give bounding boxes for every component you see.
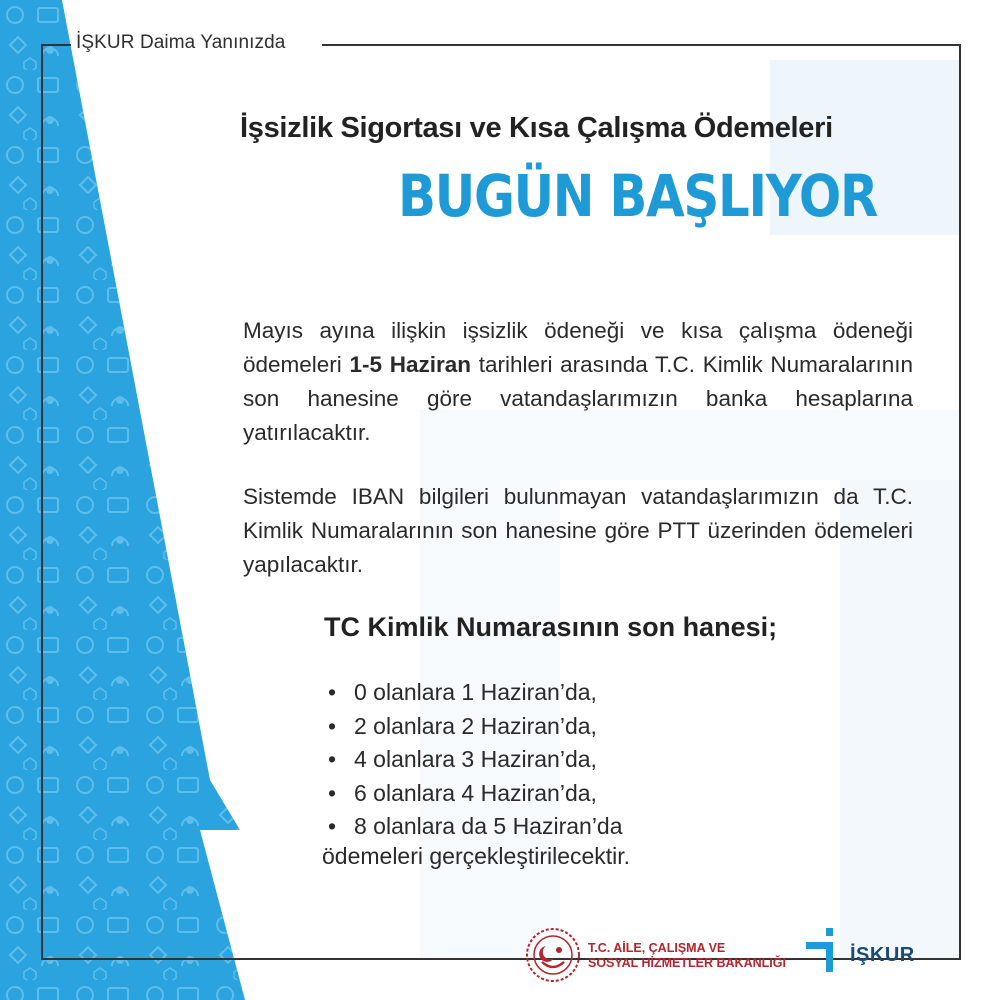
frame-top-line [322, 44, 961, 46]
paragraph1-date-range: 1-5 Haziran [349, 352, 471, 377]
ministry-logo [524, 926, 582, 989]
schedule-title: TC Kimlik Numarasının son hanesi; [324, 612, 778, 642]
headline: BUGÜN BAŞLIYOR [398, 162, 878, 230]
schedule-list [322, 676, 623, 844]
closing-text: ödemeleri gerçekleştirilecektir. [322, 843, 631, 869]
list-item [322, 810, 623, 844]
list-item [322, 710, 623, 744]
schedule-item-text: 0 olanlara 1 Haziran’da, [354, 679, 597, 705]
ministry-name-line1: T.C. AİLE, ÇALIŞMA VE [588, 941, 726, 955]
page-title: İşsizlik Sigortası ve Kısa Çalışma Ödemeleri [240, 112, 833, 144]
ministry-name-line2: SOSYAL HİZMETLER BAKANLIĞI [588, 956, 786, 970]
schedule-item-text: 8 olanlara da 5 Haziran’da [354, 813, 623, 839]
paragraph1-text-end: tarihleri arasında T.C. Kimlik Numaralarının son hanesine göre vatandaşlarımızın banka hesaplarına yatırılacaktır. [243, 352, 913, 445]
list-item [322, 676, 623, 710]
bullet: • [328, 779, 337, 806]
schedule-item-text: 6 olanlara 4 Haziran’da, [354, 779, 597, 806]
ministry-name [588, 941, 786, 971]
frame-top-left-line [41, 44, 71, 46]
bullet: • [328, 746, 337, 772]
paragraph1-text-start: Mayıs ayına ilişkin işsizlik ödeneği ve kısa çalışma ödeneği ödemeleri [243, 318, 913, 377]
bullet: • [328, 813, 337, 839]
paragraph-ptt-payment: Sistemde IBAN bilgileri bulunmayan vatandaşlarımızın da T.C. Kimlik Numaralarının son hanesine göre PTT üzerinden ödemeleri yapılacaktır. [243, 484, 913, 577]
bullet: • [328, 712, 337, 739]
iskur-logo-text: İŞKUR [850, 944, 915, 966]
ministry-emblem-icon [524, 926, 582, 984]
paragraph-payment-dates [243, 314, 913, 450]
iskur-logo-icon [806, 928, 850, 972]
iskur-logo [806, 928, 850, 977]
bullet: • [328, 679, 337, 705]
tagline: İŞKUR Daima Yanınızda [76, 32, 286, 53]
list-item [322, 743, 623, 777]
schedule-item-text: 4 olanlara 3 Haziran’da, [354, 746, 597, 772]
schedule-item-text: 2 olanlara 2 Haziran’da, [354, 712, 597, 739]
list-item [322, 777, 623, 811]
